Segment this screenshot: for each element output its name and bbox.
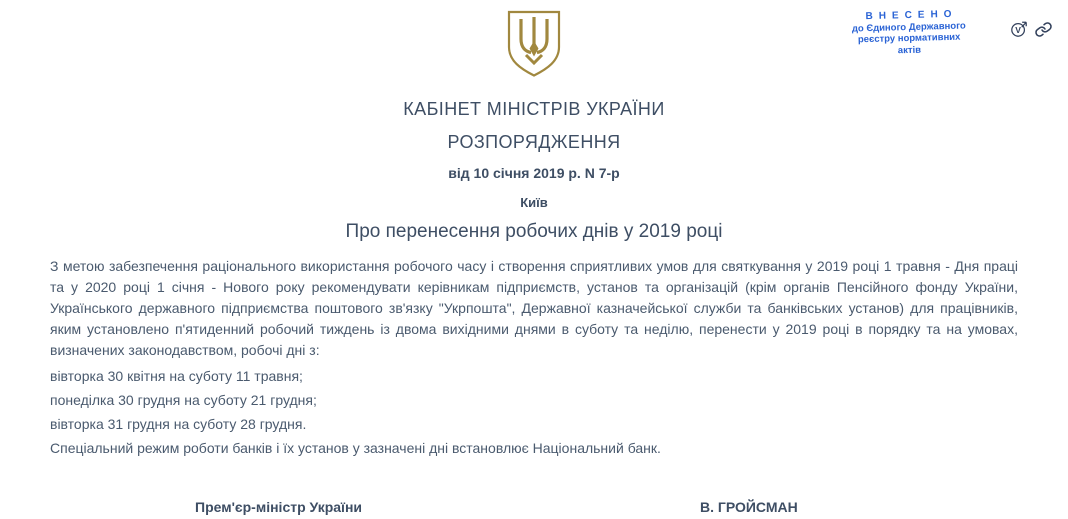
signature-row <box>50 499 1018 519</box>
svg-text:V: V <box>1015 25 1021 36</box>
link-icon[interactable] <box>1035 21 1052 38</box>
transfer-item-2: понеділка 30 грудня на суботу 21 грудня; <box>50 392 317 408</box>
doc-date: від 10 січня 2019 р. N 7-р <box>448 165 620 181</box>
page-actions <box>1010 20 1052 38</box>
main-paragraph: З метою забезпечення раціонального використання робочого часу і створення сприятливих умов для святкування у 2019 році 1 травня - Дня праці та у 2020 році 1 січня - Нового року рекомендувати керівникам підприємств, установ та організацій (крім органів Пенсійного фонду України, Українського державного підприємства поштового зв'язку "Укрпошта", Державної казначейської служби та банківських установ) для працівників, яким установлено п'ятиденний робочий тиждень із двома вихідними днями в суботу та неділю, перенести у 2019 році в порядку та на умовах, визначених законодавством, робочі дні з: <box>50 258 1018 358</box>
stamp-text: ВНЕСЕНО <box>865 8 958 23</box>
signer-name: В. ГРОЙСМАН <box>700 499 798 515</box>
doc-city: Київ <box>520 195 548 210</box>
transfer-item-1: вівторка 30 квітня на суботу 11 травня; <box>50 368 303 384</box>
v-circle-arrow-icon[interactable] <box>1010 20 1028 38</box>
org-name: КАБІНЕТ МІНІСТРІВ УКРАЇНИ <box>403 99 665 119</box>
doc-type: РОЗПОРЯДЖЕННЯ <box>447 132 621 152</box>
stamp-text: до Єдиного Державного <box>851 20 966 34</box>
doc-title: Про перенесення робочих днів у 2019 році <box>345 221 723 242</box>
transfer-item-3: вівторка 31 грудня на суботу 28 грудня. <box>50 416 307 432</box>
signer-position: Прем'єр-міністр України <box>195 499 363 515</box>
ukraine-trident-emblem <box>504 10 564 78</box>
closing-paragraph: Спеціальний режим роботи банків і їх установ у зазначені дні встановлює Національний банк. <box>50 440 661 456</box>
registry-stamp <box>832 8 985 58</box>
stamp-text: реєстру нормативних <box>857 31 961 46</box>
stamp-text: актів <box>897 44 922 56</box>
